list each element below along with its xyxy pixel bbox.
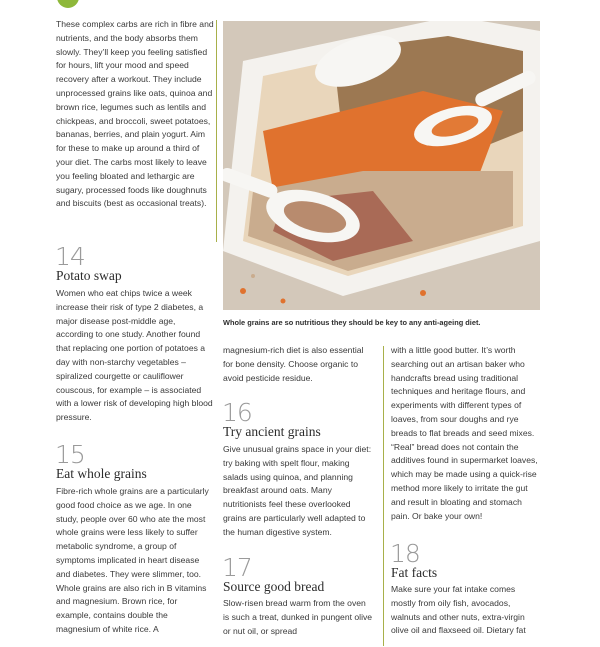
whole-grains-photo (223, 21, 540, 310)
tip-paragraph-15: Fibre-rich whole grains are a particularly good food choice as we age. In one study, people over 60 who ate the most whole grains were less likely to suffer metabolic syndrome, a group of symptoms implicated in heart disease and diabetes. They were slimmer, too. Whole grains are also rich in B vitamins and magnesium. Brown rice, for example, contains double the magnesium of white rice. A (56, 486, 209, 634)
tip-paragraph-18: Make sure your fat intake comes mostly from oily fish, avocados, walnuts and other nuts, extra-virgin olive oil and flaxseed oil. Dietary fat (391, 584, 526, 636)
tip-paragraph-17-continued: with a little good butter. It’s worth searching out an artisan baker who handcrafts bread using traditional techniques and heritage flours, and experiments with different types of loaves, from sour doughs and rye breads to flat breads and seed mixes. “Real” bread does not contain the additives found in supermarket loaves, which may be made using a quick-rise method more likely to irritate the gut and result in bloating and stomach pain. Or bake your own! (391, 345, 538, 521)
tip-body-16 (223, 443, 373, 540)
tip-title-source-good-bread: Source good bread (223, 579, 325, 594)
column-rule-left (216, 20, 217, 242)
photo-caption: Whole grains are so nutritious they should be key to any anti-ageing diet. (223, 318, 481, 327)
tip-body-18 (391, 583, 541, 638)
tip-number-14: 14 (55, 242, 85, 271)
intro-paragraph: These complex carbs are rich in fibre and nutrients, and the body absorbs them slowly. They’ll keep you feeling satisfied for hours, lift your mood and speed recovery after a workout. They include unprocessed grains like oats, quinoa and brown rice, legumes such as lentils and chickpeas, and broccoli, sweet potatoes, bananas, berries, and plain yogurt. Aim for these to make up around a third of your diet. The carbs most likely to leave you feeling bloated and lethargic are sugary, processed foods like doughnuts and biscuits (best as occasional treats). (56, 19, 214, 209)
tip-title-eat-whole-grains: Eat whole grains (56, 466, 147, 481)
tip-body-17-continued (391, 344, 541, 523)
tip-number-16: 16 (222, 398, 252, 427)
tip-body-15-continued (223, 344, 373, 385)
tip-title-try-ancient-grains: Try ancient grains (223, 424, 321, 439)
tip-body-15 (56, 485, 214, 637)
tip-title-potato-swap: Potato swap (56, 268, 122, 283)
tip-number-15: 15 (55, 440, 85, 469)
tip-number-17: 17 (222, 553, 252, 582)
tip-number-18: 18 (390, 539, 420, 568)
column-rule-middle (383, 346, 384, 646)
tip-body-14 (56, 287, 214, 425)
tip-paragraph-15-continued: magnesium-rich diet is also essential for bone density. Choose organic to avoid pesticide residue. (223, 345, 364, 383)
tip-title-fat-facts: Fat facts (391, 565, 438, 580)
tip-paragraph-14: Women who eat chips twice a week increase their risk of type 2 diabetes, a major disease post-middle age, according to one study. Another found that replacing one portion of potatoes a day with non-starchy vegetables – spiralized courgette or cauliflower couscous, for example – is associated with a lower risk of developing high blood pressure. (56, 288, 213, 423)
grains-illustration (223, 21, 540, 310)
intro-text (56, 18, 214, 211)
tip-body-17 (223, 597, 373, 638)
section-badge (57, 0, 79, 8)
tip-paragraph-16: Give unusual grains space in your diet: try baking with spelt flour, making salads using quinoa, and planning breakfast around oats. Many nutritionists feel these overlooked grains are particularly well adapted to the human digestive system. (223, 444, 372, 537)
tip-paragraph-17: Slow-risen bread warm from the oven is such a treat, dunked in pungent olive or nut oil, or spread (223, 598, 373, 636)
